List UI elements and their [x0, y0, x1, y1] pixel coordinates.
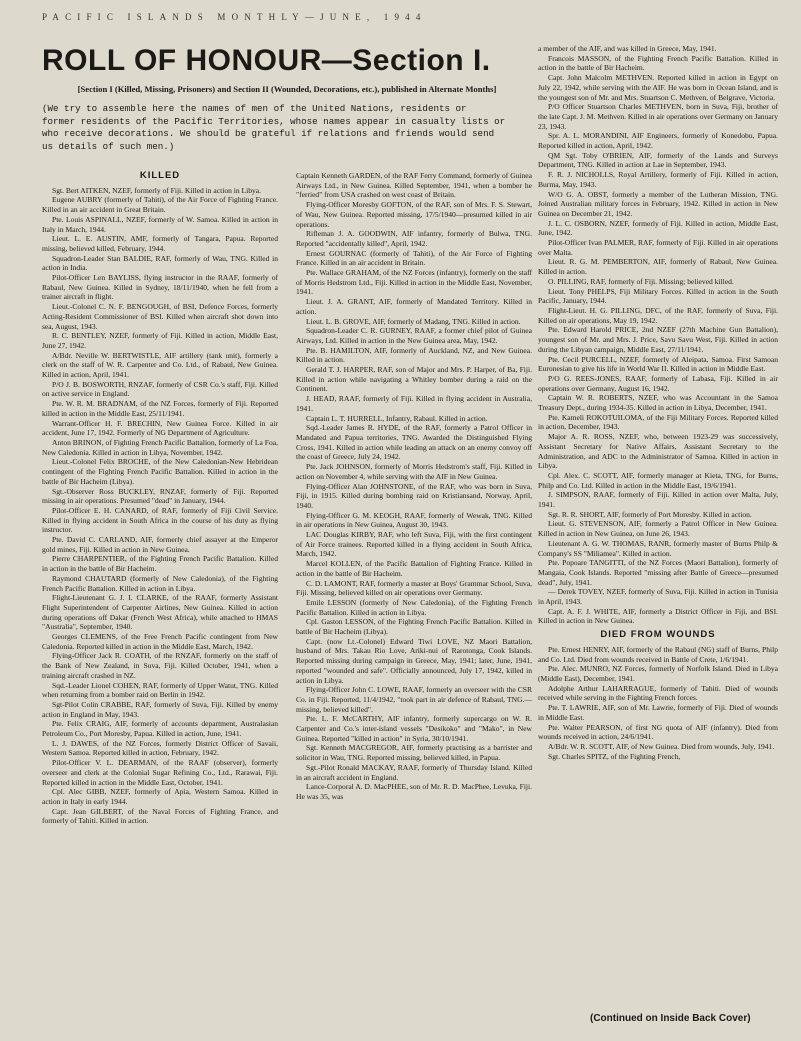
- roll-entry: J. HEAD, RAAF, formerly of Fiji. Killed in flying accident in Australia, 1941.: [296, 394, 532, 413]
- roll-entry: Flying-Officer John C. LOWE, RAAF, formerly an overseer with the CSR Co. in Fiji. Reported, 11/4/1942, "took part in air defence of Rabaul, TNG.—missing, believed killed".: [296, 685, 532, 714]
- roll-entry: Pte. Ernest HENRY, AIF, formerly of the Rabaul (NG) staff of Burns, Philp and Co. Ltd. Died from wounds received in Battle of Crete, 1/6/1941.: [538, 644, 778, 664]
- roll-entry: Captain W. R. ROBERTS, NZEF, who was Accountant in the Samoa Treasury Dept., during 1934-35. Killed in action in Libya, December, 1941.: [538, 393, 778, 413]
- roll-entry: Ernest GOURNAC (formerly of Tahiti), of the Air Force of Fighting France. Killed in an air accident in Britain.: [296, 248, 532, 268]
- roll-entry: Capt. John Malcolm METHVEN. Reported killed in action in Egypt on July 22, 1942, while serving with the AIF. He was born in Ocean Island, and is the youngest son of Mr. and Mrs. Stuartson C. Methven, of Belgrave, Victoria.: [538, 73, 778, 102]
- roll-entry: Lieut. L. B. GROVE, AIF, formerly of Madang, TNG. Killed in action.: [306, 316, 521, 326]
- roll-entry: Pte. Alec. MUNRO, NZ Forces, formerly of Norfolk Island. Died in Libya (Middle East), December, 1941.: [538, 664, 778, 683]
- roll-entry: Cpl. Alex. C. SCOTT, AIF, formerly manager at Kieta, TNG, for Burns, Philp and Co. Ltd. Killed in action in the Middle East, 19/6/1941.: [538, 470, 778, 490]
- roll-entry: Sqd.-Leader James R. HYDE, of the RAF, formerly a Patrol Officer in Mandated and Papua territories, TNG. Awarded the Distinguished Flying Cross, 1941. Killed in action while leading an attack on an enemy convoy off the coast of Greece, July 24, 1942.: [296, 423, 532, 462]
- roll-entry: Eugene AUBRY (formerly of Tahiti), of the Air Force of Fighting France. Killed in an air accident in Great Britain.: [42, 195, 278, 215]
- running-head: PACIFIC ISLANDS MONTHLY—JUNE, 1944: [42, 12, 427, 22]
- roll-entry: Lance-Corporal A. D. MacPHEE, son of Mr. R. D. MacPhee, Levuka, Fiji. He was 35, was: [296, 782, 532, 801]
- roll-entry: Flying-Officer G. M. KEOGH, RAAF, formerly of Wewak, TNG. Killed in air operations in New Guinea, August 30, 1943.: [296, 510, 532, 530]
- roll-entry: Pte. Felix CRAIG, AIF, formerly of accounts department, Australasian Petroleum Co., Port Moresby, Papua. Killed in action, June, 1941.: [42, 719, 278, 739]
- column-1: [42, 171, 278, 826]
- roll-entry: Raymond CHAUTARD (formerly of New Caledonia), of the Fighting French Pacific Battalion. Killed in action in Libya.: [42, 573, 278, 593]
- intro-line: (We try to assemble here the names of men of the United Nations, residents or: [42, 103, 467, 114]
- intro-line: former residents of the Pacific Territories, whose names appear in casualty lists or: [42, 115, 506, 127]
- roll-entry: A/Bdr. W. R. SCOTT, AIF, of New Guinea. Died from wounds, July, 1941.: [548, 741, 775, 751]
- roll-entry: Cpl. Alec GIBB, NZEF, formerly of Apia, Western Samoa. Killed in action in Italy in early 1944.: [42, 787, 278, 806]
- page-title: ROLL OF HONOUR—Section I.: [42, 44, 491, 77]
- roll-entry: Pte. David C. CARLAND, AIF, formerly chief assayer at the Emperor gold mines, Fiji. Killed in action in New Guinea.: [42, 535, 278, 554]
- roll-entry: Lieut. R. G. M. PEMBERTON, AIF, formerly of Rabaul, New Guinea. Killed in action.: [538, 257, 778, 277]
- roll-entry: Squadron-Leader C. R. GURNEY, RAAF, a former chief pilot of Guinea Airways, Ltd. Killed in action in the New Guinea area, May, 1942.: [296, 326, 532, 345]
- roll-entry: Flying-Officer Jack R. COATH, of the RNZAF, formerly on the staff of the Bank of New Zealand, in Suva, Fiji. Killed October, 1941, when a training aircraft crashed in NZ.: [42, 651, 278, 680]
- roll-entry: Pte. Edward Harold PRICE, 2nd NZEF (27th Machine Gun Battalion), youngest son of Mr. and Mrs. J. Price, Savu Savu West, Fiji. Killed in action during the Libyan campaign, Middle East, 27/11/1941.: [538, 325, 778, 354]
- roll-entry: Pte. Wallace GRAHAM, of the NZ Forces (infantry), formerly on the staff of Morris Hedstrom Ltd., Fiji. Killed in action in the Middle East, November, 1941.: [296, 268, 532, 297]
- roll-entry: Emile LESSON (formerly of New Caledonia), of the Fighting French Pacific Battalion. Killed in action in Libya.: [296, 597, 532, 617]
- roll-entry: J. L. C. OSBORN, NZEF, formerly of Fiji. Killed in action, Middle East, June, 1942.: [538, 218, 778, 238]
- roll-entry: Pilot-Officer E. H. CANARD, of RAF, formerly of Fiji Civil Service. Killed in flying accident in South Africa in the course of his duty as flying instructor.: [42, 505, 278, 535]
- column-3: [538, 44, 778, 761]
- continued-note: (Continued on Inside Back Cover): [590, 1013, 751, 1024]
- heading-died-from-wounds: DIED FROM WOUNDS: [600, 629, 716, 641]
- roll-entry: a member of the AIF, and was killed in Greece, May, 1941.: [538, 44, 717, 53]
- roll-entry: Cpl. Gaston LESSON, of the Fighting French Pacific Battalion. Killed in battle of Bir Hacheim (Libya).: [296, 617, 532, 637]
- roll-entry: Sgt. Bert AITKEN, NZEF, formerly of Fiji. Killed in action in Libya.: [52, 185, 262, 195]
- roll-entry: Lieut. G. STEVENSON, AIF, formerly a Patrol Officer in New Guinea. Killed in action in New Guinea, on June 26, 1943.: [538, 519, 778, 539]
- roll-entry: Georges CLEMENS, of the Free French Pacific contingent from New Caledonia. Reported killed in action in the Middle East, March, 1942.: [42, 632, 278, 651]
- roll-entry: Gerald T. J. HARPER, RAF, son of Major and Mrs. P. Harper, of Ba, Fiji. Killed in action while navigating a Whitley bomber during a raid on the Continent.: [296, 365, 532, 394]
- roll-entry: Warrant-Officer H. F. BRECHIN, New Guinea Force. Killed in air accident, June 17, 1942. Formerly of NG Department of Agriculture.: [42, 418, 278, 438]
- roll-entry: Capt. (now Lt.-Colonel) Edward Tiwi LOVE, NZ Maori Battalion, husband of Mrs. Takau Rio Love, Ariki-nui of Rarotonga, Cook Islands. Reported missing during campaign in Greece, May, 1941; later, June, 1941, reported "wounded and safe". Officially announced, July 17, 1942, killed in action in Libya.: [296, 636, 532, 685]
- roll-entry: L. J. DAWES, of the NZ Forces, formerly District Officer of Savaii, Western Samoa. Reported killed in action, February, 1942.: [42, 738, 278, 758]
- roll-entry: Captain L. T. HURRELL, Infantry, Rabaul. Killed in action.: [306, 413, 488, 423]
- roll-entry: Pte. L. F. McCARTHY, AIF infantry, formerly supercargo on W. R. Carpenter and Co.'s inter-island vessels "Desikoko" and "Mako", in New Guinea. Reported "killed in action" in Syria, 30/10/1941.: [296, 714, 532, 743]
- roll-entry: Flying-Officer Alan JOHNSTONE, of the RAF, who was born in Suva, Fiji, in 1915. Killed during bombing raid on Kristiansand, Norway, April, 1940.: [296, 481, 532, 510]
- roll-entry: Pte. Jack JOHNSON, formerly of Morris Hedstrom's staff, Fiji. Killed in action on November 4, while serving with the AIF in New Guinea.: [296, 462, 532, 481]
- roll-entry: Lieut.-Colonel Felix BROCHE, of the New Caledonian-New Hebridean contingent of the Fighting French Pacific Battalion. Killed in action in the battle of Bir Hacheim (Libya).: [42, 457, 278, 486]
- roll-entry: Major A. R. ROSS, NZEF, who, between 1923-29 was successively, Assistant Secretary for Native Affairs, Assistant Secretary to the Administration, and ADC to the Administrator of Samoa. Killed in action in Libya.: [538, 432, 778, 471]
- roll-entry: R. C. BENTLEY, NZEF, formerly of Fiji. Killed in action, Middle East, June 27, 1942.: [42, 331, 278, 350]
- roll-entry: Lieut.-Colonel C. N. F. BENGOUGH, of BSI, Defence Forces, formerly Acting-Resident Commissioner of BSI. Killed when aircraft shot down into sea, August, 1943.: [42, 302, 278, 331]
- roll-entry: Capt. Jean GILBERT, of the Naval Forces of Fighting France, and formerly of Tahiti. Killed in action.: [42, 806, 278, 826]
- roll-entry: Sgt. Kenneth MACGREGOR, AIF, formerly practising as a barrister and solicitor in Wau, TNG. Reported missing, believed killed, in Papua.: [296, 743, 532, 763]
- roll-entry: Sgt. R. R. SHORT, AIF, formerly of Port Moresby. Killed in action.: [548, 509, 752, 519]
- roll-entry: Pilot-Officer Ivan PALMER, RAF, formerly of Fiji. Killed in air operations over Malta.: [538, 238, 778, 257]
- roll-entry: Lieut. L. E. AUSTIN, AMF, formerly of Tangara, Papua. Reported missing, believed killed, February, 1944.: [42, 234, 278, 253]
- roll-entry: Lieut. J. A. GRANT, AIF, formerly of Mandated Territory. Killed in action.: [296, 297, 532, 316]
- roll-entry: Flying-Officer Moresby GOFTON, of the RAF, son of Mrs. F. S. Stewart, of Wau, New Guinea. Reported missing, 17/5/1940—presumed killed in air operations.: [296, 200, 532, 229]
- roll-entry: Sqd.-Leader Lionel COHEN, RAF, formerly of Upper Watut, TNG. Killed when returning from a bomber raid on Berlin in 1942.: [42, 680, 278, 700]
- roll-entry: Pte. W. R. M. BRADNAM, of the NZ Forces, formerly of Fiji. Reported killed in action in the Middle East, 25/11/1941.: [42, 399, 278, 418]
- roll-entry: Flight-Lieutenant G. J. I. CLARKE, of the RAAF, formerly Assistant Flight Superintendent of Carpenter Airlines, New Guinea. Killed in action during operations off Dakar (French West Africa), while attached to HMAS "Australia", September, 1940.: [42, 593, 278, 632]
- subtitle: [Section I (Killed, Missing, Prisoners) and Section II (Wounded, Decorations, etc.), published in Alternate Months]: [77, 84, 497, 94]
- roll-entry: Lieutenant A. G. W. THOMAS, RANR, formerly master of Burns Philp & Company's SS "Miliamea". Killed in action.: [538, 538, 778, 558]
- roll-entry: Francois MASSON, of the Fighting French Pacific Battalion. Killed in action in the battle of Bir Hacheim.: [538, 53, 778, 73]
- roll-entry: LAC Douglas KIRBY, RAF, who left Suva, Fiji, with the first contingent of Air Force trainees. Reported killed in a flying accident in South Africa, March, 1942.: [296, 530, 532, 559]
- roll-entry: A/Bdr. Neville W. BERTWISTLE, AIF artillery (tank unit), formerly a clerk on the staff of W. R. Carpenter and Co. Ltd., of Rabaul, New Guinea. Killed in action, April, 1941.: [42, 350, 278, 380]
- roll-entry: O. PILLING, RAF, formerly of Fiji. Missing; believed killed.: [548, 276, 734, 286]
- roll-entry: Pierre CHARPENTIER, of the Fighting French Pacific Battalion. Killed in action in the battle of Bir Hacheim.: [42, 554, 278, 574]
- roll-entry: Pte. Popoare TANGITTI, of the NZ Forces (Maori Battalion), formerly of Mangaia, Cook Islands. Reported "missing after Battle of Greece—presumed dead", July, 1941.: [538, 558, 778, 587]
- roll-entry: P/O Officer Stuartson Charles METHVEN, born in Suva, Fiji, brother of the late Capt. J. M. Methven. Killed in air operations over Germany on January 23, 1943.: [538, 102, 778, 131]
- roll-entry: Anton BRINON, of Fighting French Pacific Battalion, formerly of La Foa, New Caledonia. Killed in action in Libya, November, 1942.: [42, 437, 278, 457]
- roll-entry: Capt. A. F. J. WHITE, AIF, formerly a District Officer in Fiji, and BSI. Killed in action in New Guinea.: [538, 606, 778, 626]
- intro-line: who receive decorations. We should be grateful if relations and friends would send: [42, 128, 495, 139]
- intro-line: us details of such men.): [42, 140, 175, 152]
- roll-entry: Pte. B. HAMILTON, AIF, formerly of Auckland, NZ, and New Guinea. Killed in action.: [296, 345, 532, 365]
- roll-entry: F. R. J. NICHOLLS, Royal Artillery, formerly of Fiji. Killed in action, Burma, May, 1943.: [538, 170, 778, 189]
- roll-entry: QM Sgt. Toby O'BRIEN, AIF, formerly of the Lands and Surveys Department, TNG. Killed in action at Lae in September, 1943.: [538, 150, 778, 170]
- roll-entry: Pte. Kameli ROKOTUILOMA, of the Fiji Military Forces. Reported killed in action, December, 1943.: [538, 412, 778, 432]
- roll-entry: Sgt.-Pilot Ronald MACKAY, RAAF, formerly of Thursday Island. Killed in an aircraft accident in England.: [296, 762, 532, 782]
- roll-entry: P/O G. REES-JONES, RAAF, formerly of Labasa, Fiji. Killed in air operations over Germany, August 16, 1942.: [538, 373, 778, 393]
- roll-entry: Sgt. Charles SPITZ, of the Fighting French,: [548, 751, 681, 761]
- roll-entry: Squadron-Leader Stan BALDIE, RAF, formerly of Wau, TNG. Killed in action in India.: [42, 253, 278, 273]
- roll-entry: W/O G. A. OBST, formerly a member of the Lutheran Mission, TNG. Joined Australian military forces in February, 1942. Killed in action in New Guinea on December 21, 1942.: [538, 189, 778, 218]
- heading-killed: KILLED: [139, 170, 181, 181]
- roll-entry: P/O J. B. BOSWORTH, RNZAF, formerly of CSR Co.'s staff, Fiji. Killed on active service in England.: [42, 379, 278, 399]
- roll-entry: Pte. Walter PEARSON, of first NG quota of AIF (infantry). Died from wounds received in action, 24/6/1941.: [538, 722, 778, 742]
- title-block: [42, 44, 532, 153]
- roll-entry: J. SIMPSON, RAAF, formerly of Fiji. Killed in action over Malta, July, 1941.: [538, 490, 778, 510]
- roll-entry: Adolphe Arthur LAHARRAGUE, formerly of Tahiti. Died of wounds received while serving in the Fighting French forces.: [538, 683, 778, 703]
- intro-note: [42, 103, 532, 153]
- column-2: [296, 171, 532, 802]
- roll-entry: C. D. LAMONT, RAF, formerly a master at Boys' Grammar School, Suva, Fiji. Missing, believed killed on air operations over Germany.: [296, 578, 532, 598]
- roll-entry: Lieut. Tony PHELPS, Fiji Military Forces. Killed in action in the South Pacific, January, 1944.: [538, 286, 778, 306]
- roll-entry: Pte. T. LAWRIE, AIF, son of Mr. Lawrie, formerly of Fiji. Died of wounds in Middle East.: [538, 703, 778, 722]
- roll-entry: Sgt.-Observer Ross BUCKLEY, RNZAF, formerly of Fiji. Reported missing in air operations. Presumed "dead" in January, 1944.: [42, 486, 278, 506]
- roll-entry: Pilot-Officer V. L. DEARMAN, of the RAAF (observer), formerly overseer and clerk at the Colonial Sugar Refining Co., Ltd., Rarawai, Fiji. Reported killed in action in the Middle East, October, 1941.: [42, 758, 278, 787]
- roll-entry: Pilot-Officer Len BAYLISS, flying instructor in the RAAF, formerly of Rabaul, New Guinea. Killed in Sydney, 18/11/1940, when he fell from a trainer aircraft in flight.: [42, 273, 278, 302]
- roll-entry: Spr. A. L. MORANDINI, AIF Engineers, formerly of Konedobu, Papua. Reported killed in action, April, 1942.: [538, 131, 778, 151]
- roll-entry: Rifleman J. A. GOODWIN, AIF infantry, formerly of Bulwa, TNG. Reported "accidentally killed", April, 1942.: [296, 229, 532, 248]
- roll-entry: Pte. Louis ASPINALL, NZEF, formerly of W. Samoa. Killed in action in Italy in March, 1944.: [42, 214, 278, 234]
- roll-entry: Captain Kenneth GARDEN, of the RAF Ferry Command, formerly of Guinea Airways Ltd., in New Guinea. Killed September, 1941, when a bomber he "ferried" from USA crashed on west coast of Britain.: [296, 171, 532, 200]
- roll-entry: Pte. Cecil PURCELL, NZEF, formerly of Aleipata, Samoa. First Samoan Euronesian to give his life in World War II. Killed in action in Middle East.: [538, 354, 778, 374]
- roll-entry: Marcel KOLLEN, of the Pacific Battalion of Fighting France. Killed in action in the battle of Bir Hacheim.: [296, 559, 532, 578]
- roll-entry: Flight-Lieut. H. G. PILLING, DFC, of the RAF, formerly of Suva, Fiji. Killed on air operations, May 19, 1942.: [538, 305, 778, 325]
- roll-entry: — Derek TOVEY, NZEF, formerly of Suva, Fiji. Killed in action in Tunisia in April, 1943.: [538, 587, 778, 607]
- roll-entry: Sgt-Pilot Colin CRABBE, RAF, formerly of Suva, Fiji. Killed by enemy action in England in May, 1943.: [42, 699, 278, 719]
